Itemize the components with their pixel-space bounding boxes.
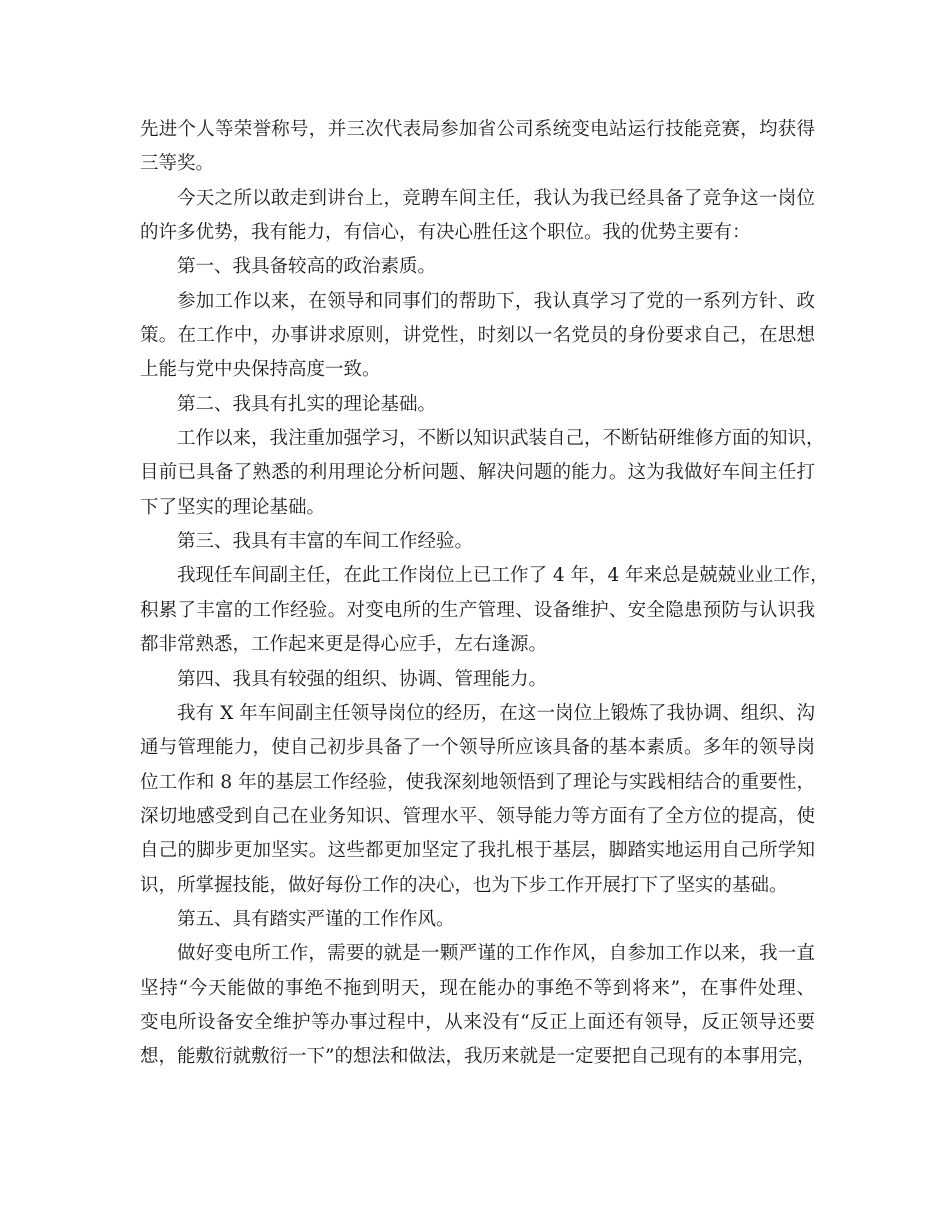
text-line: 先进个人等荣誉称号，并三次代表局参加省公司系统变电站运行技能竞赛，均获得	[140, 119, 815, 140]
text-line: 坚持“今天能做的事绝不拖到明天，现在能办的事绝不等到将来”，在事件处理、	[140, 977, 815, 999]
text-line: 自己的脚步更加坚实。这些都更加坚定了我扎根于基层，脚踏实地运用自己所学知	[140, 840, 815, 862]
text-line: 三等奖。	[140, 153, 215, 175]
text-line: 第三、我具有丰富的车间工作经验。	[177, 531, 474, 553]
text-line: 策。在工作中，办事讲求原则，讲党性，时刻以一名党员的身份要求自己，在思想	[140, 325, 815, 347]
text-line: 位工作和 8 年的基层工作经验，使我深刻地领悟到了理论与实践相结合的重要性，	[140, 771, 815, 793]
text-line: 第一、我具备较高的政治素质。	[177, 256, 437, 278]
text-line: 上能与党中央保持高度一致。	[140, 359, 381, 381]
text-line: 我有 X 年车间副主任领导岗位的经历，在这一岗位上锻炼了我协调、组织、沟	[177, 702, 815, 724]
text-line: 识，所掌握技能，做好每份工作的决心，也为下步工作开展打下了坚实的基础。	[140, 874, 788, 896]
text-line: 通与管理能力，使自己初步具备了一个领导所应该具备的基本素质。多年的领导岗	[140, 737, 815, 759]
text-line: 我现任车间副主任，在此工作岗位上已工作了 4 年，4 年来总是兢兢业业工作，	[177, 565, 829, 587]
text-line: 第五、具有踏实严谨的工作作风。	[177, 908, 455, 930]
text-line: 的许多优势，我有能力，有信心，有决心胜任这个职位。我的优势主要有：	[140, 222, 751, 244]
text-line: 做好变电所工作，需要的就是一颗严谨的工作作风，自参加工作以来，我一直	[177, 943, 815, 965]
document-body	[140, 113, 829, 1075]
text-line: 第四、我具有较强的组织、协调、管理能力。	[177, 668, 548, 690]
text-line: 目前已具备了熟悉的利用理论分析问题、解决问题的能力。这为我做好车间主任打	[140, 462, 815, 484]
text-line: 想，能敷衍就敷衍一下”的想法和做法，我历来就是一定要把自己现有的本事用完，	[140, 1046, 816, 1068]
text-line: 今天之所以敢走到讲台上，竞聘车间主任，我认为我已经具备了竞争这一岗位	[177, 187, 815, 209]
text-line: 工作以来，我注重加强学习，不断以知识武装自己，不断钻研维修方面的知识，	[177, 428, 825, 450]
text-line: 积累了丰富的工作经验。对变电所的生产管理、设备维护、安全隐患预防与认识我	[140, 599, 815, 621]
text-line: 第二、我具有扎实的理论基础。	[177, 393, 437, 415]
text-line: 变电所设备安全维护等办事过程中，从来没有“反正上面还有领导，反正领导还要	[140, 1011, 815, 1033]
text-line: 下了坚实的理论基础。	[140, 496, 326, 518]
text-line: 参加工作以来，在领导和同事们的帮助下，我认真学习了党的一系列方针、政	[177, 290, 815, 312]
text-line: 都非常熟悉，工作起来更是得心应手，左右逢源。	[140, 634, 548, 656]
text-line: 深切地感受到自己在业务知识、管理水平、领导能力等方面有了全方位的提高，使	[140, 805, 815, 827]
